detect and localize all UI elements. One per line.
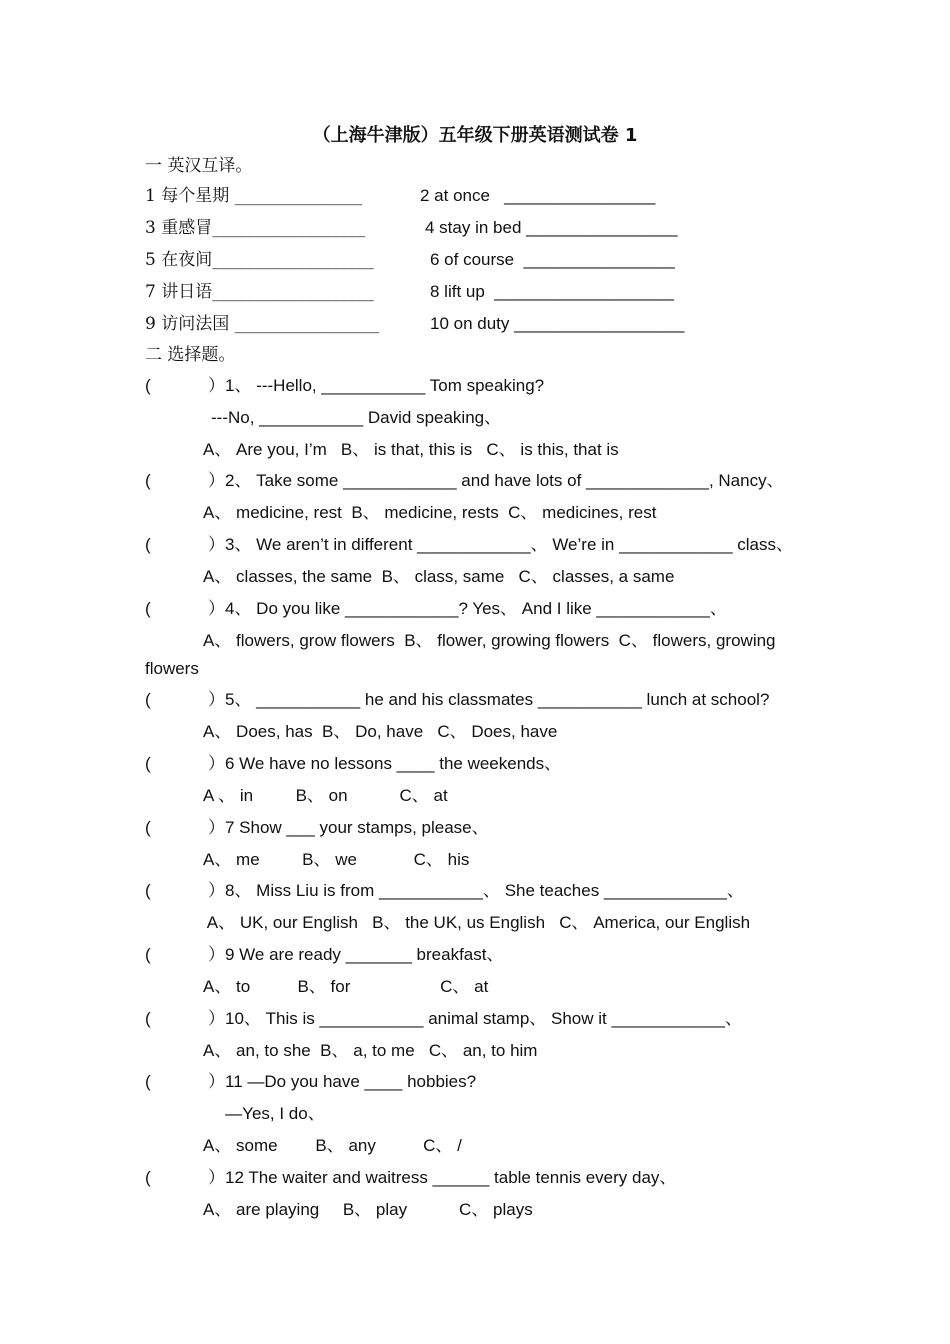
question-3-options: A、 classes, the same B、 class, same C、 classes, a same [203,567,675,586]
question-paren: ( [145,754,151,773]
translate-item: 7 讲日语___________________ [145,282,374,302]
question-11-response: —Yes, I do、 [211,1104,325,1123]
question-8: ）8、 Miss Liu is from ___________、 She teaches _____________、 [208,881,744,900]
question-4-options-wrap: flowers [145,659,199,678]
question-paren: ( [145,1072,151,1091]
question-11: ）11 —Do you have ____ hobbies? [208,1072,477,1091]
question-6: ）6 We have no lessons ____ the weekends、 [208,754,562,773]
question-paren: ( [145,1168,151,1187]
translate-item: 4 stay in bed ________________ [425,218,678,237]
section2-heading: 二 选择题。 [145,345,236,365]
translate-item: 8 lift up ___________________ [430,282,674,301]
question-paren: ( [145,945,151,964]
question-2-options: A、 medicine, rest B、 medicine, rests C、 medicines, rest [203,503,657,522]
question-12-options: A、 are playing B、 play C、 plays [203,1200,533,1219]
question-paren: ( [145,471,151,490]
question-5-options: A、 Does, has B、 Do, have C、 Does, have [203,722,558,741]
question-1-response: ---No, ___________ David speaking、 [211,408,502,427]
question-5: ）5、 ___________ he and his classmates ___________ lunch at school? [208,690,770,709]
question-9: ）9 We are ready _______ breakfast、 [208,945,504,964]
question-paren: ( [145,599,151,618]
question-paren: ( [145,1009,151,1028]
question-paren: ( [145,818,151,837]
question-11-options: A、 some B、 any C、 / [203,1136,462,1155]
translate-item: 6 of course ________________ [430,250,675,269]
question-10-options: A、 an, to she B、 a, to me C、 an, to him [203,1041,538,1060]
question-paren: ( [145,376,151,395]
question-1: ）1、 ---Hello, ___________ Tom speaking? [208,376,545,395]
question-2: ）2、 Take some ____________ and have lots of _____________, Nancy、 [208,471,784,490]
translate-item: 5 在夜间___________________ [145,250,374,270]
translate-item: 10 on duty __________________ [430,314,685,333]
question-paren: ( [145,881,151,900]
question-7-options: A、 me B、 we C、 his [203,850,470,869]
question-8-options: A、 UK, our English B、 the UK, us English C、 America, our English [203,913,751,932]
question-1-options: A、 Are you, I’m B、 is that, this is C、 is this, that is [203,440,619,459]
translate-item: 2 at once ________________ [420,186,656,205]
translate-item: 3 重感冒__________________ [145,218,366,238]
translate-item: 1 每个星期 _______________ [145,186,363,206]
question-paren: ( [145,535,151,554]
section1-heading: 一 英汉互译。 [145,156,253,176]
translate-item: 9 访问法国 _________________ [145,314,380,334]
page-title: （上海牛津版）五年级下册英语测试卷 1 [312,125,638,146]
question-6-options: A 、 in B、 on C、 at [203,786,448,805]
question-7: ）7 Show ___ your stamps, please、 [208,818,489,837]
question-9-options: A、 to B、 for C、 at [203,977,489,996]
question-3: ）3、 We aren’t in different ____________、 We’re in ____________ class、 [208,535,793,554]
question-4: ）4、 Do you like ____________? Yes、 And I like ____________、 [208,599,727,618]
question-paren: ( [145,690,151,709]
question-4-options: A、 flowers, grow flowers B、 flower, growing flowers C、 flowers, growing [203,631,776,650]
question-10: ）10、 This is ___________ animal stamp、 Show it ____________、 [208,1009,742,1028]
question-12: ）12 The waiter and waitress ______ table tennis every day、 [208,1168,677,1187]
